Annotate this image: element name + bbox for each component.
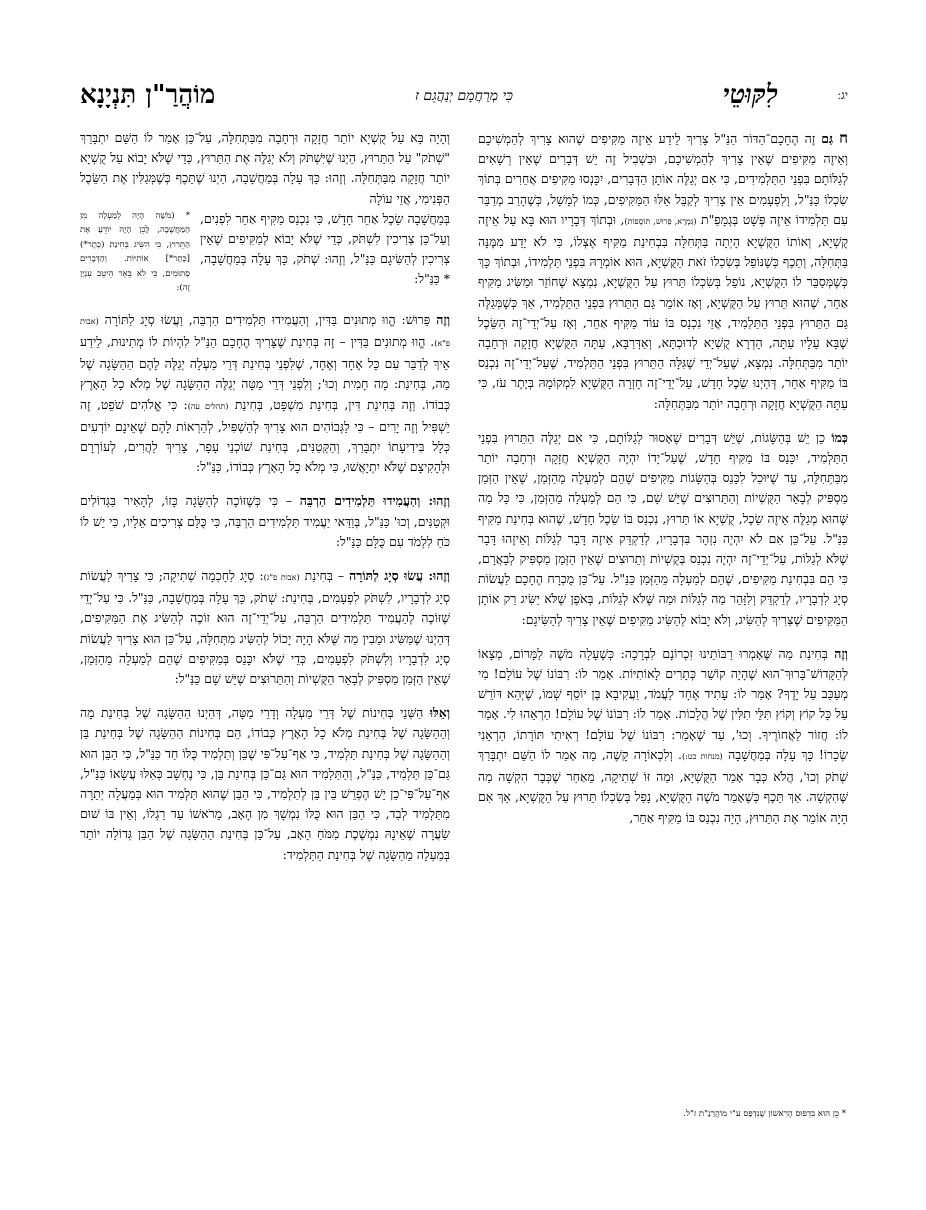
paragraph-text: – כִּי כְּשֶׁזּוֹכֶה לְהַשָּׂגָה כָּזוֹ, לְהָאִיר בַּגְּדוֹלִים וּקְטַנִּים, וְכוּ' כַּנַּ"ל, בְּוַדַּאי יַעֲמִיד תַּלְמִידִים הַרְבֵּה, כִּי כֻּלָּם צְרִיכִים אֵלָיו, כִּי יֵשׁ לוֹ כֹּחַ לִלְמֹד עִם כֻּלָּם כַּנַּ"ל: (80, 493, 450, 549)
paragraph-veelu (80, 703, 450, 865)
paragraph-text: הַשְּׁנֵי בְּחִינוֹת שֶׁל דְּרֵי מַעְלָה וְדָרֵי מַטָּה, דְּהַיְנוּ הַהַשָּׂגָה שֶׁל בְּחִינַת מָה וְהַהַשָּׂגָה שֶׁל בְּחִינַת מְלֹא כָל הָאָרֶץ כְּבוֹדוֹ, הֵם בְּחִינוֹת הַהַשָּׂגָה שֶׁל בְּחִינַת בֵּן וְהַהַשָּׂגָה שֶׁל בְּחִינַת תַּלְמִיד, כִּי אַף־עַל־פִּי שֶׁבֵּן וְתַלְמִיד כֻּלּוֹ חַד כַּנַּ"ל, כִּי הַבֵּן הוּא גַּם־כֵּן תַּלְמִיד, כַּנַּ"ל, וְהַתַּלְמִיד הוּא גַּם־כֵּן בְּחִינַת בֵּן, כִּי נֶחְשָׁב כְּאִלּוּ עֲשָׂאוֹ כַּנַּ"ל, אַף־עַל־פִּי־כֵן יֵשׁ הֶפְרֵשׁ בֵּין בֵּן לְתַלְמִיד, כִּי הַבֵּן שֶׁהוּא תַּלְמִיד הוּא בְּמַעֲלָה יְתֵרָה מִתַּלְמִיד לְבַד, כִּי הַבֵּן הוּא כֻּלּוֹ נִמְשָׁךְ מִן הָאָב, מֵרֹאשׁוֹ עַד רַגְלוֹ, וְאֵין בּוֹ שׁוּם שַׂעֲרָה שֶׁאֵינָהּ נִמְשֶׁכֶת מִמֹּחַ הָאָב, עַל־כֵּן בְּחִינַת הַהַשָּׂגָה שֶׁל הַבֵּן גְּדוֹלָה יוֹתֵר בְּמַעְלָה מֵהַשָּׂגָה שֶׁל בְּחִינַת הַתַּלְמִיד: (80, 705, 450, 862)
paragraph-text: . הֱווּ מְתוּנִים בַּדִּין – זֶה בְּחִינַת שֶׁצָּרִיךְ הֶחָכָם הַנַּ"ל לִהְיוֹת לוֹ מְתִינוּת, לֵידַע אֵיךְ לְדַבֵּר עִם כָּל אֶחָד וְאֶחָד, שֶׁלִּפְנֵי בְּחִינַת דְּרֵי מַעְלָה יְגַלֶּה לָהֶם הַהַשָּׂגָה שֶׁל מַה, בְּחִינַת: מָה חָמִית וְכוּ'; וְלִפְנֵי דְּרֵי מַטָּה יְגַלֶּה הַהַשָּׂגָה שֶׁל מְלֹא כָל הָאָרֶץ כְּבוֹדוֹ. וְזֶה בְּחִינַת דִּין, בְּחִינַת מִשְׁפָּט, בְּחִינַת (80, 334, 450, 412)
paragraph-vezeh (478, 644, 848, 828)
page-number: יג: (837, 88, 848, 102)
page-header (80, 80, 848, 114)
paragraph-lead: גַּם (821, 131, 834, 146)
paragraph-text: כֵן יֵשׁ בְּהַשָּׂגוֹת, שֶׁיֵּשׁ דְּבָרִים שֶׁאָסוּר לְגַלּוֹתָם, כִּי אִם יְגַלֶּה הַתֵּרוּץ בִּפְנֵי הַתַּלְמִיד, יִכָּנֵס בּוֹ מַקִּיף חָדָשׁ, שֶׁעַל־יָדוֹ יִהְיֶה הַקֻּשְׁיָא חֲזָקָה וּרְחָבָה יוֹתֵר מִבַּתְּחִלָּה, עַד שֶׁיּוּכַל לִכָּנֵס בְּהַשָּׂגוֹת מַקִּיפִים שֶׁהֵם לְמַעְלָה מֵהַזְּמַן, שֶׁאֵין הַזְּמַן מַסְפִּיק לְבָאֵר הַקֻּשְׁיוֹת וְהַתֵּרוּצִים שֶׁיֵּשׁ שָׁם, כִּי הֵם לְמַעְלָה מֵהַזְּמַן, כִּי כָּל מַה שֶּׁהוּא מְגַלֶּה אֵיזֶה שֵׂכֶל, קֻשְׁיָא אוֹ תֵּרוּץ, נִכְנַס בּוֹ שֵׂכֶל חָדָשׁ, שֶׁהוּא בְּחִינַת מַקִּיף כַּנַּ"ל. עַל־כֵּן אִם לֹא יִהְיֶה נִזְהָר בִּדְבָרָיו, לְדַקְדֵּק אֵיזֶה דָּבָר לְגַלּוֹת וְאֵיזֶהוּ דָּבָר שֶׁלֹּא לְגַלּוֹת, עַל־יְדֵי־זֶה יִהְיֶה נִכְנַס בְּקֻשְׁיוֹת וְתֵרוּצִים שֶׁאֵין הַזְּמַן מַסְפִּיק לְבָאֲרָם, כִּי הֵם בִּבְחִינַת מַקִּיפִים, שֶׁהֵם לְמַעְלָה מֵהַזְּמַן כַּנַּ"ל. עַל־כֵּן מֻכְרָח הֶחָכָם לַעֲשׂוֹת סְיָג לִדְבָרָיו, לְדַקְדֵּק וְלִזָּהֵר מַה לְגַלּוֹת וּמַה שֶּׁלֹּא לְגַלּוֹת, בְּאֹפֶן שֶׁלֹּא יַשִּׂיג רַק אוֹתָן הַמַּקִּיפִים שֶׁצְּרִיךְ לְהַשִּׂיג, וְלֹא יָבוֹא לְהַשִּׂיג מַקִּיפִים שֶׁאֵין צָרִיךְ לְהַשִּׂיגָם: (478, 429, 848, 627)
right-column (478, 128, 848, 1098)
paragraph-text: וְהָיָה בָּא עַל קֻשְׁיָא יוֹתֵר חֲזָקָה וּרְחָבָה מִבַּתְּחִלָּה, עַל־כֵּן אָמַר לוֹ הַשֵּׁם יִתְבָּרַךְ "שְׁתֹק" עַל הַתֵּרוּץ, הַיְנוּ שֶׁיִּשְׁתֹּק וְלֹא יְגַלֶּה אֶת הַתֵּרוּץ, כְּדֵי שֶׁלֹּא יָבוֹא עַל קֻשְׁיָא יוֹתֵר חֲזָקָה מִבַּתְּחִלָּה. וְזֶהוּ: כָּךְ עָלָה בְּמַחֲשָׁבָה, הַיְנוּ שֶׁתֵּכֶף כְּשֶׁמְּגַלִּין אֶת הַשֵּׂכֶל הַפְּנִימִי, אֲזַי עוֹלָה (80, 130, 450, 206)
paragraph-lead: וְזֶה (436, 311, 450, 327)
citation: (אבות פ"ג) (263, 573, 300, 583)
paragraph-text: בְּחִינַת מַה שֶּׁאָמְרוּ רַבּוֹתֵינוּ זִכְרוֹנָם לִבְרָכָה: כְּשֶׁעָלָה מֹשֶׁה לַמָּרוֹם, מְצָאוֹ לְהַקָּדוֹשׁ־בָּרוּךְ־הוּא שֶׁהָיָה קוֹשֵׁר כְּתָרִים לָאוֹתִיּוֹת. אָמַר לוֹ: רִבּוֹנוֹ שֶׁל עוֹלָם! מִי מְעַכֵּב עַל יָדֶךָ? אָמַר לוֹ: עָתִיד אֶחָד לַעֲמֹד, וַעֲקִיבָא בֶּן יוֹסֵף שְׁמוֹ, שֶׁיְּהֵא דּוֹרֵשׁ עַל כָּל קוֹץ וְקוֹץ תִּלֵּי תִלִּין שֶׁל הֲלָכוֹת. אָמַר לוֹ: רִבּוֹנוֹ שֶׁל עוֹלָם! הַרְאֵהוּ לִי. אָמַר לוֹ: חֲזוֹר לַאֲחוֹרֶיךָ. וְכוּ', עַד שֶׁאָמַר: רִבּוֹנוֹ שֶׁל עוֹלָם! רְאִיתִי תּוֹרָתוֹ, הַרְאֵנִי שְׂכָרוֹ! כָּךְ עָלָה בְּמַחֲשָׁבָה (478, 645, 848, 762)
paragraph-text: פֵּרוּשׁ: הֱווּ מְתוּנִים בַּדִּין, וְהַעֲמִידוּ תַּלְמִידִים הַרְבֵּה, וַעֲשׂוּ סְיָג לַתּוֹרָה (104, 311, 431, 327)
paragraph-text: בְּמַחֲשָׁבָה שֵׂכֶל אַחֵר חָדָשׁ, כִּי נִכְנַס מַקִּיף אַחֵר לִפְנִים, וְעַל־כֵּן צְרִיכִין לִשְׁתֹּק, כְּדֵי שֶׁלֹּא יָבוֹא לְמַקִּיפִים שֶׁאֵין צְרִיכִין לְהַשִּׂיגָם כַּנַּ"ל, וְזֶהוּ: שְׁתֹק, כָּךְ עָלָה בְּמַחֲשָׁבָה, * כַּנַּ"ל: (200, 210, 450, 287)
side-note: * (מֹשֶׁה הָיָה לְמַעְלָה מִן הַמַּחֲשָׁבָה, לָכֵן הָיָה יוֹדֵעַ אֶת הַתֵּרוּץ, כִּי הִשִּׂיג בְּחִינַת (כֶּתֶר*) [כֶּתֶר*] אוֹתִיּוֹת. וְהַדְּבָרִים סְתוּמִים, כִּי לֹא בֵּאֵר הֵיטֵב עִנְיָן זֶה): (80, 210, 190, 294)
citation: (תהלים עה) (187, 401, 229, 411)
paragraph-text: : כִּי אֱלֹהִים שֹׁפֵט, זֶה יַשְׁפִּיל וְזֶה יָרִים – כִּי לַגְּבוֹהִים הוּא צָרִיךְ לְהַשְׁפִּיל, לְהַרְאוֹת לָהֶם שֶׁאֵינָם יוֹדְעִים כְּלָל בִּידִיעָתוֹ יִתְבָּרַךְ, וְהַקְּטַנִּים, בְּחִינַת שׁוֹכְנֵי עָפָר, צָרִיךְ לַהֲרִים, לְעוֹרְרָם וּלְהָקִיצָם שֶׁלֹּא יִתְיָאֲשׁוּ, כִּי מְלֹא כָל הָאָרֶץ כְּבוֹדוֹ, כַּנַּ"ל: (80, 396, 450, 475)
paragraph-vehaamidu (80, 491, 450, 552)
paragraph-continuation (80, 128, 450, 209)
section-letter: ח (839, 129, 848, 147)
paragraph-text: : סְיָג לַחָכְמָה שְׁתִיקָה; כִּי צָרִיךְ לַעֲשׂוֹת סְיָג לִדְבָרָיו, לִשְׁתֹּק לִפְעָמִים, בְּחִינַת: שְׁתֹק, כָּךְ עָלָה בְּמַחֲשָׁבָה, כַּנַּ"ל. כִּי עַל־יְדֵי שֶׁזּוֹכֶה לְהַעֲמִיד תַּלְמִידִים הַרְבֵּה, עַל־יְדֵי־זֶה הוּא זוֹכֶה לְהַשִּׂיג אֶת הַמַּקִּיפִים, דְּהַיְנוּ שֶׁמַּשִּׂיג וּמֵבִין מַה שֶּׁלֹּא הָיָה יָכוֹל לְהַשִּׂיג מִתְּחִלָּה, עַל־כֵּן הוּא צָרִיךְ לַעֲשׂוֹת סְיָג לִדְבָרָיו וְלִשְׁתֹּק לִפְעָמִים, כְּדֵי שֶׁלֹּא יִכָּנֵס בְּמַקִּיפִים שֶׁהֵם לְמַעְלָה מֵהַזְּמַן, שֶׁאֵין הַזְּמַן מַסְפִּיק לְבָאֵר הַקֻּשְׁיוֹת וְהַתֵּרוּצִים שֶׁיֵּשׁ שָׁם כַּנַּ"ל: (80, 568, 450, 687)
citation: (אבות פ"א) (80, 316, 450, 349)
footnote: * כֵּן הוּא בִּדְפוּס הָרִאשׁוֹן שֶׁנִּדְפַּס ע"י מוֹהֲרַנַ"ת ז"ל. (683, 1109, 846, 1119)
paragraph-text: . וְלִכְאוֹרָה קָשֶׁה, מַה אָמַר לוֹ הַשֵּׁם יִתְבָּרַךְ שְׁתֹק וְכוּ', הֲלֹא כְּבָר אָמַר הַקֻּשְׁיָא, וּמַה זּוֹ שְׁתִיקָה, מֵאַחַר שֶׁכְּבָר הִקְשָׁה מַה שֶּׁהִקְשָׁה. אַךְ תֵּכֶף כְּשֶׁאָמַר מֹשֶׁה הַקֻּשְׁיָא, נָפַל בְּשִׂכְלוֹ תֵּרוּץ עַל הַקֻּשְׁיָא, אַךְ אִם הָיָה אוֹמֵר אֶת הַתֵּרוּץ, הָיָה נִכְנַס בּוֹ מַקִּיף אַחֵר, (478, 746, 848, 825)
paragraph-lead: וְאֵלּוּ (429, 705, 450, 721)
paragraph-lead: כְּמוֹ (831, 429, 848, 445)
paragraph-text: – בְּחִינַת (304, 568, 345, 584)
paragraph-8 (478, 128, 848, 414)
running-head: כִּי מְרַחֲמָם יְנַהֲגֵם ז (414, 88, 514, 104)
paragraph-text: זֶה הֶחָכָם־הַדּוֹר הַנַּ"ל צָרִיךְ לֵידַע אֵיזֶה מַקִּיפִים שֶׁהוּא צָרִיךְ לְהַמְשִׁיכָם וְאֵיזֶה מַקִּיפִים שֶׁאֵין צָרִיךְ לְהַמְשִׁיכָם, וּבִשְׁבִיל זֶה יֵשׁ דְּבָרִים שֶׁאֵין רְשָׁאִים לְגַלּוֹתָם בִּפְנֵי הַתַּלְמִידִים, כִּי אִם יְגַלֶּה אוֹתָן הַדְּבָרִים, יִכָּנְסוּ מַקִּיפִים אֲחֵרִים בְּתוֹךְ שִׂכְלוֹ כַּנַּ"ל, וְלִפְעָמִים אֵין צָרִיךְ לְקַבֵּל אֵלּוּ הַמַּקִּיפִים, כְּמוֹ לְמָשָׁל, כְּשֶׁהָרַב מְדַבֵּר עִם תַּלְמִידוֹ אֵיזֶה פְּשָׁט בְּגְמָפַ"ת (478, 131, 848, 227)
note-row (80, 209, 450, 296)
paragraph-asu-syag (80, 566, 450, 689)
text-columns (80, 128, 848, 1098)
paragraph-lead: וְזֶהוּ: עֲשׂוּ סְיָג לַתּוֹרָה (349, 568, 450, 584)
paragraph-vezeh-perush (80, 310, 450, 478)
book-title-likutei: לִקּוּטֵי (722, 80, 778, 110)
paragraph-lead: וְזֶה (834, 645, 848, 661)
paragraph-kmo (478, 428, 848, 630)
citation: (גְּמָרָא, פֵּרוּשׁ, תּוֹסָפוֹת) (624, 216, 697, 226)
paragraph-lead: וְזֶהוּ: וְהַעֲמִידוּ תַּלְמִידִים הַרְבֵּה (299, 493, 450, 509)
left-column (80, 128, 450, 1098)
book-title-moharan-tinyana: מוֹהֲרַ"ן תִּנְיָנָא (80, 80, 216, 110)
paragraph-text: , וּבְתוֹךְ דְּבָרָיו הוּא בָּא עַל אֵיזֶה קֻשְׁיָא, וְאוֹתוֹ הַקֻּשְׁיָא הָיְתָה בַּתְּחִלָּה בִּבְחִינַת מַקִּיף אֶצְלוֹ, כִּי לֹא יָדַע מִמֶּנָּה בַּתְּחִלָּה, וְתֵכֶף כְּשֶׁנּוֹפֵל בְּשִׂכְלוֹ זֹאת הַקֻּשְׁיָא, הוּא אוֹמְרָהּ בִּפְנֵי תַּלְמִידוֹ, וּבְתוֹךְ כָּךְ כְּשֶׁמְּסַבֵּר לוֹ הַקֻּשְׁיָא, נוֹפֵל בְּשִׂכְלוֹ תֵּרוּץ עַל הַקֻּשְׁיָא, נִמְצָא שֶׁחוֹזֵר וּמַשִּׂיג מַקִּיף אַחֵר, שֶׁהוּא תֵּרוּץ עַל הַקֻּשְׁיָא, וְאָז אוֹמֵר גַּם הַתֵּרוּץ בִּפְנֵי הַתַּלְמִיד, אַךְ כְּשֶׁמְּגַלֶּה גַּם הַתֵּרוּץ בִּפְנֵי הַתַּלְמִיד, אֲזַי נִכְנַס בּוֹ עוֹד מַקִּיף אַחֵר, וְאָז עַל־יְדֵי־זֶה הַשֵּׂכֶל שֶׁבָּא עָלָיו עַתָּה, הָדְרָא קֻשְׁיָא לְדוּכְתָּא, וְאַדְּרַבָּא, עַתָּה הַקֻּשְׁיָא חֲזָקָה וּרְחָבָה יוֹתֵר מִבַּתְּחִלָּה. נִמְצָא, שֶׁעַל־יְדֵי שֶׁגִּלָּה הַתֵּרוּץ בִּפְנֵי הַתַּלְמִיד, שֶׁעַל־יְדֵי־זֶה נִכְנַס בּוֹ מַקִּיף אַחֵר, דְּהַיְנוּ שֵׂכֶל חָדָשׁ, עַל־יְדֵי־זֶה חָזְרָה הַקֻּשְׁיָא לִמְקוֹמָהּ בְּיֶתֶר עֹז, כִּי עַתָּה הַקֻּשְׁיָא חֲזָקָה וּרְחָבָה יוֹתֵר מִבַּתְּחִלָּה: (478, 211, 848, 411)
citation: (מנחות כט:) (681, 751, 723, 761)
